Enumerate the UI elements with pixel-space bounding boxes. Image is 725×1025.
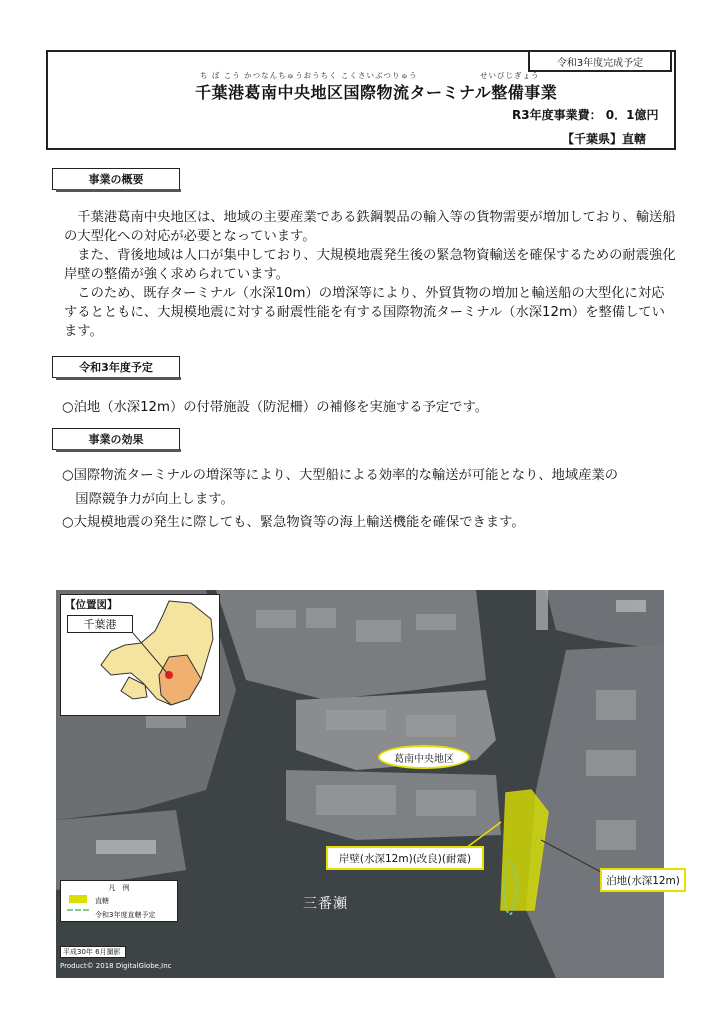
section-label-effect: 事業の効果 xyxy=(52,428,180,450)
title-ruby-left: ち ば こう かつなんちゅうおうちく こくさいぶつりゅう xyxy=(200,71,418,80)
legend-swatch-planned xyxy=(67,909,89,917)
location-inset xyxy=(60,594,220,716)
sanbanse-label: 三番瀬 xyxy=(303,896,348,912)
legend-item-planned: 令和3年度直轄予定 xyxy=(95,911,156,919)
chiba-prefecture-map xyxy=(61,595,219,715)
inset-port-label: 千葉港 xyxy=(67,615,133,633)
area-label: 葛南中央地区 xyxy=(378,745,470,769)
photo-date: 平成30年 6月撮影 xyxy=(60,946,126,958)
effect-text-1: ○国際物流ターミナルの増深等により、大型船による効率的な輸送が可能となり、地域産業の xyxy=(62,468,619,483)
copyright-text: Product© 2018 DigitalGlobe,Inc xyxy=(60,962,172,970)
plan-text: ○泊地（水深12m）の付帯施設（防泥柵）の補修を実施する予定です。 xyxy=(62,400,489,415)
legend-item-project: 直轄 xyxy=(95,897,109,905)
effect-text-2: 国際競争力が向上します。 xyxy=(62,492,234,507)
title-ruby-right: せいびじぎょう xyxy=(480,71,540,80)
map-legend xyxy=(60,880,178,922)
effect-text-3: ○大規模地震の発生に際しても、緊急物資等の海上輸送機能を確保できます。 xyxy=(62,515,525,530)
overview-text: 千葉港葛南中央地区は、地域の主要産業である鉄鋼製品の輸入等の貨物需要が増加しており、輸送船の大型化への対応が必要となっています。 また、背後地域は人口が集中しており、大規模地震発生後の緊急物資輸送を確保するための耐震強化岸壁の整備が強く求められています。 このため、既存ターミナル（水深10m）の増深等により、外貿貨物の増加と輸送船の大型化に対応するとともに、大規模地震に対する耐震性能を有する国際物流ターミナル（水深12m）を整備しています。 xyxy=(64,210,676,339)
section-label-plan: 令和3年度予定 xyxy=(52,356,180,378)
legend-swatch-project xyxy=(69,895,87,903)
legend-heading: 凡 例 xyxy=(108,884,130,892)
page-title: 千葉港葛南中央地区国際物流ターミナル整備事業 xyxy=(195,83,558,102)
completion-badge: 令和3年度完成予定 xyxy=(528,50,672,72)
anchorage-label: 泊地(水深12m) xyxy=(600,868,686,892)
organization-text: 【千葉県】直轄 xyxy=(562,132,647,146)
quay-label: 岸壁(水深12m)(改良)(耐震) xyxy=(326,846,484,870)
inset-title: 【位置図】 xyxy=(65,599,118,611)
budget-text: R3年度事業費： 0．1億円 xyxy=(512,108,659,122)
section-label-overview: 事業の概要 xyxy=(52,168,180,190)
